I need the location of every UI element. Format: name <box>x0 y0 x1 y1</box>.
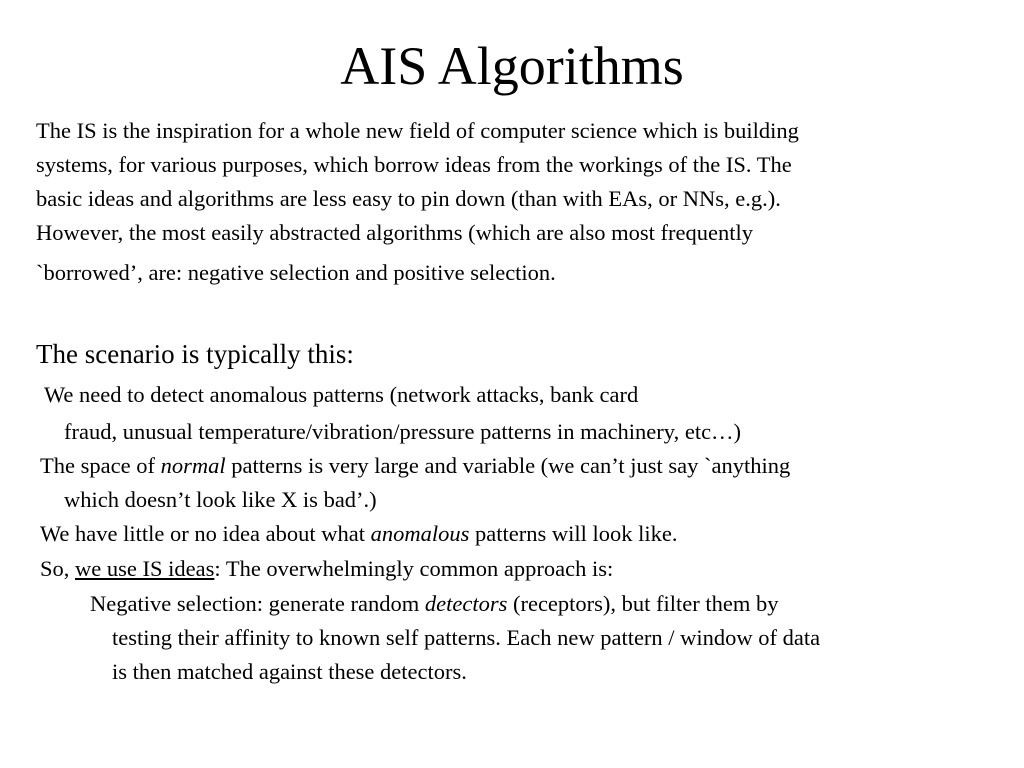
point-4-text-after: : The overwhelmingly common approach is: <box>214 556 614 581</box>
slide-title: AIS Algorithms <box>340 36 684 96</box>
subpoint-line-1 <box>90 589 779 619</box>
point-3-text-before: We have little or no idea about what <box>40 521 371 546</box>
intro-line-2: systems, for various purposes, which borrow ideas from the workings of the IS. The <box>36 152 792 177</box>
scenario-heading: The scenario is typically this: <box>36 339 354 369</box>
intro-line-5: `borrowed’, are: negative selection and positive selection. <box>36 260 556 285</box>
point-1-line-2: fraud, unusual temperature/vibration/pressure patterns in machinery, etc…) <box>64 419 742 444</box>
point-3-emphasis: anomalous <box>370 521 470 546</box>
point-2-emphasis: normal <box>160 453 226 478</box>
point-2-text-before: The space of <box>40 453 161 478</box>
subpoint-emphasis: detectors <box>424 591 508 616</box>
subpoint-text-after: (receptors), but filter them by <box>507 591 779 616</box>
point-1-line-1: We need to detect anomalous patterns (network attacks, bank card <box>44 382 639 407</box>
intro-line-3: basic ideas and algorithms are less easy to pin down (than with EAs, or NNs, e.g.). <box>36 186 781 211</box>
point-2-line-2: which doesn’t look like X is bad’.) <box>64 487 377 512</box>
point-4 <box>40 554 613 584</box>
point-2-text-after: patterns is very large and variable (we can’t just say `anything <box>225 453 791 478</box>
point-4-text-before: So, <box>40 556 76 581</box>
subpoint-line-3: is then matched against these detectors. <box>112 659 467 684</box>
point-2-line-1 <box>40 451 790 481</box>
point-3 <box>40 519 677 549</box>
point-3-text-after: patterns will look like. <box>469 521 678 546</box>
point-4-underlined: we use IS ideas <box>75 556 215 581</box>
intro-line-1: The IS is the inspiration for a whole new field of computer science which is building <box>36 118 799 143</box>
subpoint-line-2: testing their affinity to known self patterns. Each new pattern / window of data <box>112 625 821 650</box>
subpoint-text-before: Negative selection: generate random <box>90 591 425 616</box>
intro-line-4: However, the most easily abstracted algorithms (which are also most frequently <box>36 220 754 245</box>
